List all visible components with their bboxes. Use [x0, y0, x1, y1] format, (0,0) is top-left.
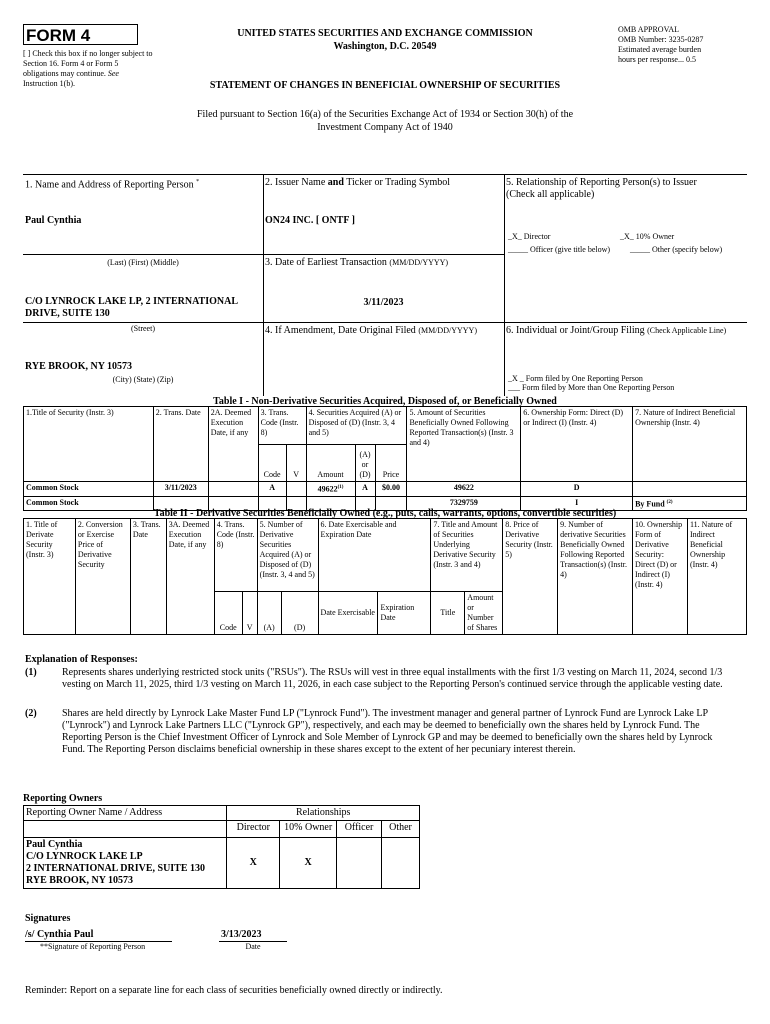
- owner-director-mark: X: [227, 838, 280, 889]
- t2-sub-title: Title: [431, 592, 465, 635]
- table2-header-row: [24, 519, 747, 592]
- t2-h-title: 1. Title of Derivate Security (Instr. 3): [24, 519, 76, 635]
- t1-h-acquired: 4. Securities Acquired (A) or Disposed of (D) (Instr. 3, 4 and 5): [306, 407, 407, 445]
- t2-sub-v: V: [242, 592, 257, 635]
- form-title-box: [23, 24, 138, 45]
- signature-date: 3/13/2023: [221, 929, 262, 940]
- box1-name-rule: [23, 254, 263, 255]
- t1-h-title: 1.Title of Security (Instr. 3): [24, 407, 154, 482]
- table2: [23, 518, 747, 635]
- table2-title: Table II - Derivative Securities Beneficially Owned (e.g., puts, calls, warrants, options, convertible securities): [153, 508, 617, 519]
- city-caption: (City) (State) (Zip): [112, 375, 174, 384]
- agency-location: Washington, D.C. 20549: [333, 41, 437, 52]
- filing-opt-one: _X _ Form filed by One Reporting Person: [508, 374, 643, 383]
- name-caption: (Last) (First) (Middle): [107, 258, 179, 267]
- signature-date-caption: Date: [245, 942, 261, 951]
- t2-h-nature: 11. Nature of Indirect Beneficial Ownership (Instr. 4): [687, 519, 746, 635]
- t2-sub-d: (D): [281, 592, 318, 635]
- box1-label: 1. Name and Address of Reporting Person *: [25, 179, 200, 191]
- box6-label: 6. Individual or Joint/Group Filing (Check Applicable Line): [506, 325, 727, 336]
- issuer-name: ON24 INC. [ ONTF ]: [265, 215, 355, 226]
- box2-label: 2. Issuer Name and Ticker or Trading Symbol: [265, 177, 451, 188]
- t1-h-code: 3. Trans. Code (Instr. 8): [258, 407, 306, 445]
- box2-bottom-rule: [263, 254, 504, 255]
- street-caption: (Street): [131, 324, 155, 333]
- box5-label: 5. Relationship of Reporting Person(s) to Issuer (Check all applicable): [506, 177, 697, 200]
- boxes-top-rule: [23, 174, 747, 175]
- t1-h-nature: 7. Nature of Indirect Beneficial Ownership (Instr. 4): [633, 407, 747, 482]
- omb-approval: OMB APPROVAL OMB Number: 3235-0287 Estimated average burden hours per response... 0.5: [618, 25, 704, 64]
- box-divider-1: [263, 174, 264, 396]
- owners-col-director: Director: [227, 821, 280, 838]
- owner-other-mark: [382, 838, 420, 889]
- rel-other: _____ Other (specify below): [630, 245, 723, 254]
- owner-officer-mark: [337, 838, 382, 889]
- owner-name-address: Paul Cynthia C/O LYNROCK LAKE LP 2 INTERNATIONAL DRIVE, SUITE 130 RYE BROOK, NY 10573: [24, 838, 227, 889]
- signature-name: /s/ Cynthia Paul: [25, 929, 94, 940]
- t2-sub-amount: Amount or Number of Shares: [465, 592, 503, 635]
- t1-sub-ad: (A) or (D): [355, 445, 375, 482]
- owners-col-officer: Officer: [337, 821, 382, 838]
- t1-sub-code: Code: [258, 445, 286, 482]
- t1-sub-amount: Amount: [306, 445, 355, 482]
- t2-sub-date-ex: Date Exercisable: [318, 592, 378, 635]
- earliest-transaction-date: 3/11/2023: [363, 297, 404, 308]
- rel-10pct-owner: _X_ 10% Owner: [620, 232, 675, 241]
- rel-officer: _____ Officer (give title below): [508, 245, 611, 254]
- t2-sub-code: Code: [214, 592, 242, 635]
- filing-opt-multiple: ___ Form filed by More than One Reporting Person: [508, 383, 675, 392]
- owners-table: [23, 805, 420, 889]
- box3-label: 3. Date of Earliest Transaction (MM/DD/YYYY): [265, 257, 449, 268]
- form-title: FORM 4: [26, 26, 91, 45]
- t2-h-owned: 9. Number of derivative Securities Beneficially Owned Following Reported Transaction(s) (Instr. 4): [558, 519, 633, 635]
- table1-header-row: [24, 407, 747, 445]
- footnote-2: (2) Shares are held directly by Lynrock Lake Master Fund LP ("Lynrock Fund"). The investment manager and general partner of Lynrock Fund are Lynrock Lake LP ("Lynrock") and Lynrock Lake Partners LLC ("Lynrock GP"), respectively, and each may be deemed to beneficially own the shares held by Lynrock Fund. The Reporting Person is the Chief Investment Officer of Lynrock and Sole Member of Lynrock GP and may be deemed to beneficially own the shares held by Lynrock Fund. The Reporting Person disclaims beneficial ownership in these shares except to the extent of her pecuniary interest therein.: [25, 708, 713, 755]
- table1-title: Table I - Non-Derivative Securities Acquired, Disposed of, or Beneficially Owned: [213, 396, 557, 407]
- signature-caption: **Signature of Reporting Person: [40, 942, 146, 951]
- table-row: Common Stock 3/11/2023 A 49622$^{(1)}$ A $0.00 49622 D: [24, 482, 747, 497]
- filed-pursuant-line2: Investment Company Act of 1940: [317, 122, 453, 133]
- reporting-person-name: Paul Cynthia: [25, 215, 82, 226]
- owners-col-relationships: Relationships: [227, 806, 420, 821]
- reporting-person-street: C/O LYNROCK LAKE LP, 2 INTERNATIONAL DRIVE, SUITE 130: [25, 296, 238, 319]
- box-divider-2: [504, 174, 505, 396]
- t2-h-exercisable: 6. Date Exercisable and Expiration Date: [318, 519, 431, 592]
- t2-h-code: 4. Trans. Code (Instr. 8): [214, 519, 257, 592]
- t1-h-deemed: 2A. Deemed Execution Date, if any: [208, 407, 258, 482]
- owner-10pct-mark: X: [280, 838, 337, 889]
- t1-h-date: 2. Trans. Date: [153, 407, 208, 482]
- box5-bottom-rule: [504, 322, 747, 323]
- t2-h-conversion: 2. Conversion or Exercise Price of Derivative Security: [75, 519, 130, 635]
- owners-col-10pct: 10% Owner: [280, 821, 337, 838]
- owners-col-other: Other: [382, 821, 420, 838]
- explanation-heading: Explanation of Responses:: [25, 654, 138, 665]
- t1-h-owned: 5. Amount of Securities Beneficially Owned Following Reported Transaction(s) (Instr. 3 and 4): [407, 407, 521, 482]
- t2-h-underlying: 7. Title and Amount of Securities Underlying Derivative Security (Instr. 3 and 4): [431, 519, 503, 592]
- owners-col-name: Reporting Owner Name / Address: [24, 806, 227, 821]
- t2-h-price: 8. Price of Derivative Security (Instr. 5): [503, 519, 558, 635]
- owners-heading: Reporting Owners: [23, 793, 103, 804]
- t2-h-form: 10. Ownership Form of Derivative Security: Direct (D) or Indirect (I) (Instr. 4): [633, 519, 688, 635]
- rel-director: _X_ Director: [508, 232, 551, 241]
- reminder: Reminder: Report on a separate line for each class of securities beneficially owned directly or indirectly.: [25, 985, 443, 996]
- table1: [23, 406, 747, 511]
- t2-h-deemed: 3A. Deemed Execution Date, if any: [166, 519, 214, 635]
- footnote-1: (1) Represents shares underlying restricted stock units ("RSUs"). The RSUs will vest in three equal installments with the first 1/3 vesting on March 11, 2024, second 1/3 vesting on March 11, 2025, third 1/3 vesting on March 11, 2026, in each case subject to the Reporting Person's continued service through the applicable vesting date.: [25, 667, 723, 690]
- box4-label: 4. If Amendment, Date Original Filed (MM/DD/YYYY): [265, 325, 477, 336]
- statement-title: STATEMENT OF CHANGES IN BENEFICIAL OWNERSHIP OF SECURITIES: [209, 80, 561, 91]
- t2-sub-exp: Expiration Date: [378, 592, 431, 635]
- t2-h-number: 5. Number of Derivative Securities Acquired (A) or Disposed of (D) (Instr. 3, 4 and 5): [257, 519, 318, 592]
- agency-name: UNITED STATES SECURITIES AND EXCHANGE COMMISSION: [237, 28, 533, 39]
- reporting-person-city: RYE BROOK, NY 10573: [25, 361, 133, 372]
- filed-pursuant-line1: Filed pursuant to Section 16(a) of the Securities Exchange Act of 1934 or Section 30(h) of the: [196, 109, 574, 120]
- table-row: [24, 838, 420, 889]
- signatures-heading: Signatures: [25, 913, 71, 924]
- t1-h-form: 6. Ownership Form: Direct (D) or Indirect (I) (Instr. 4): [521, 407, 633, 482]
- t1-sub-price: Price: [375, 445, 407, 482]
- table-row: Common Stock 7329759 I By Fund $^{(2)}$: [24, 496, 747, 511]
- checkbox-note: [ ] Check this box if no longer subject to Section 16. Form 4 or Form 5 obligations may continue. See Instruction 1(b).: [23, 49, 153, 88]
- t2-sub-a: (A): [257, 592, 281, 635]
- t1-sub-v: V: [286, 445, 306, 482]
- t2-h-date: 3. Trans. Date: [130, 519, 166, 635]
